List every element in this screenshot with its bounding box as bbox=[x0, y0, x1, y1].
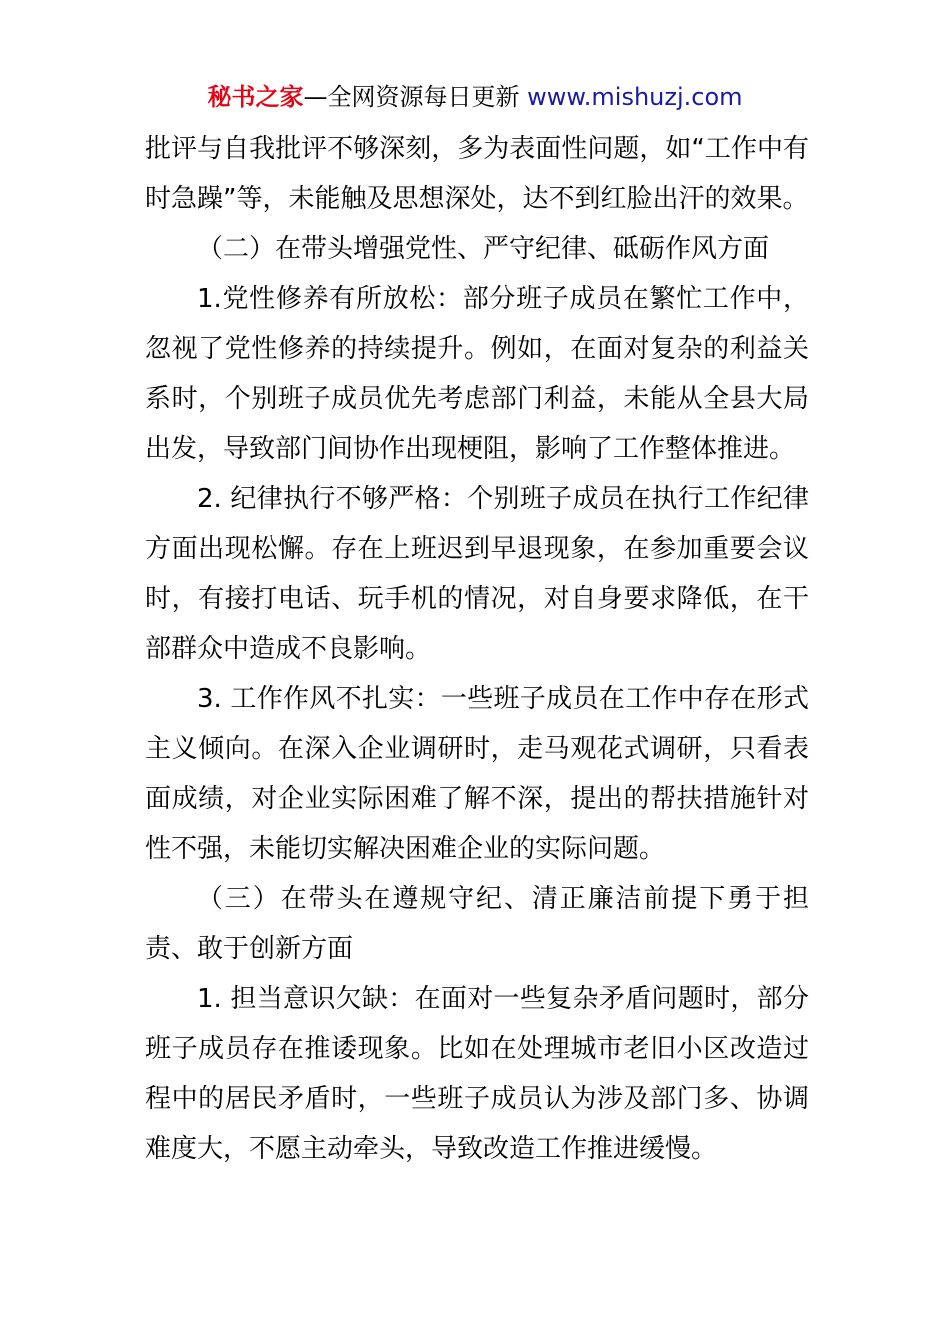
section-heading-three: （三）在带头在遵规守纪、清正廉洁前提下勇于担责、敢于创新方面 bbox=[145, 884, 809, 964]
header-tagline: —全网资源每日更新 bbox=[303, 83, 528, 111]
paragraph-item-3: 3. 工作作风不扎实：一些班子成员在工作中存在形式主义倾向。在深入企业调研时，走马观花式调研，只看表面成绩，对企业实际困难了解不深，提出的帮扶措施针对性不强，未能切实解决困难企业的实际问题。 bbox=[145, 684, 809, 864]
document-body bbox=[145, 124, 809, 1174]
paragraph-item-1: 1.党性修养有所放松：部分班子成员在繁忙工作中，忽视了党性修养的持续提升。例如，在面对复杂的利益关系时，个别班子成员优先考虑部门利益，未能从全县大局出发，导致部门间协作出现梗阻，影响了工作整体推进。 bbox=[145, 284, 809, 464]
header-url-link[interactable]: www.mishuzj.com bbox=[527, 83, 743, 111]
paragraph-item-1b: 1. 担当意识欠缺：在面对一些复杂矛盾问题时，部分班子成员存在推诿现象。比如在处理城市老旧小区改造过程中的居民矛盾时，一些班子成员认为涉及部门多、协调难度大，不愿主动牵头，导致改造工作推进缓慢。 bbox=[145, 984, 809, 1164]
header-brand: 秘书之家 bbox=[207, 83, 304, 111]
paragraph-item-2: 2. 纪律执行不够严格：个别班子成员在执行工作纪律方面出现松懈。存在上班迟到早退现象，在参加重要会议时，有接打电话、玩手机的情况，对自身要求降低，在干部群众中造成不良影响。 bbox=[145, 484, 809, 664]
paragraph-continued: 批评与自我批评不够深刻，多为表面性问题，如“工作中有时急躁”等，未能触及思想深处，达不到红脸出汗的效果。 bbox=[145, 134, 809, 214]
section-heading-two: （二）在带头增强党性、严守纪律、砥砺作风方面 bbox=[197, 234, 770, 264]
page-header bbox=[0, 80, 950, 114]
